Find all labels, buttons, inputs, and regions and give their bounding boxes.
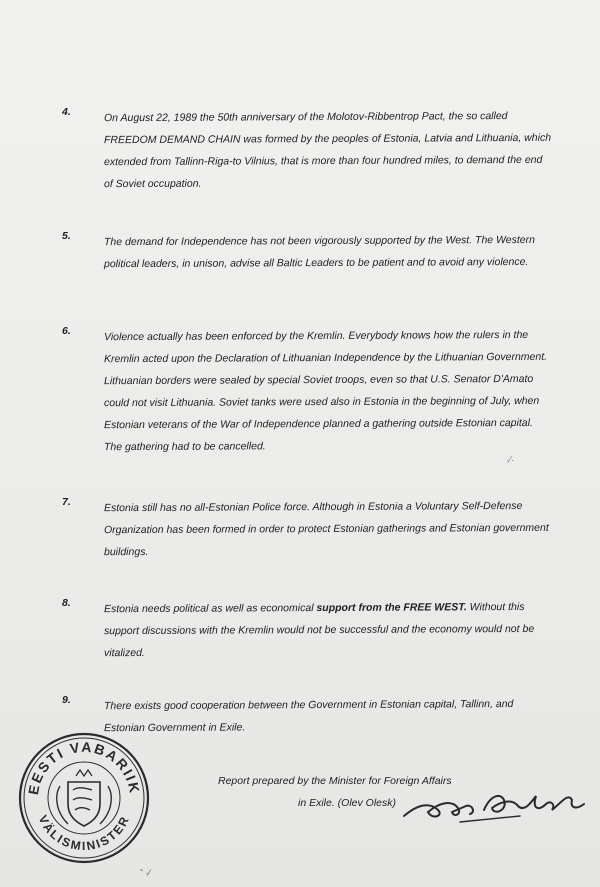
handwritten-signature [400,782,590,832]
report-line-1: Report prepared by the Minister for Foreign Affairs [218,775,452,787]
paragraph-8 [62,597,552,663]
item-text: There exists good cooperation between the Government in Estonian capital, Tallinn, and Estonian Government in Exile. [104,698,514,735]
item-text: Violence actually has been enforced by the Kremlin. Everybody knows how the rulers in the Kremlin acted upon the Declaration of Lithuanian Independence by the Lithuanian Government. Lithuanian borders were sealed by special Soviet troops, even so that U.S. Senator D'Amato could not visit Lithuania. Soviet tanks were used also in Estonia in the beginning of July, when Estonian veterans of the War of Independence planned a gathering outside Estonian capital. The gathering had to be cancelled. [104,328,548,454]
official-seal-stamp [16,730,152,866]
svg-text:VÄLISMINISTER: VÄLISMINISTER [35,813,133,854]
item-number: 4. [62,106,71,118]
paragraph-6 [62,325,552,457]
stray-ink-mark: ·⁄· [506,455,515,466]
item-number: 9. [62,694,71,706]
item-text: The demand for Independence has not been vigorously supported by the West. The Western political leaders, in unison, advise all Baltic Leaders to be patient and to avoid any violence. [104,233,535,271]
item-number: 8. [62,597,71,609]
stray-pen-mark: ˜ ·⁄ [140,868,150,878]
item-number: 6. [62,325,71,337]
item-text: On August 22, 1989 the 50th anniversary of the Molotov-Ribbentrop Pact, the so called FREEDOM DEMAND CHAIN was formed by the peoples of Estonia, Latvia and Lithuania, which extended from Tallinn-Riga-to Vilnius, that is more than four hundred miles, to demand the end of Soviet occupation. [104,110,552,191]
paragraph-7 [62,496,552,562]
item-text: Estonia needs political as well as economical support from the FREE WEST. Without this support discussions with the Kremlin would not be successful and the economy would not be vitalized. [104,600,535,660]
item-number: 5. [62,230,71,242]
report-line-2: in Exile. (Olev Olesk) [298,797,397,809]
paragraph-5 [62,230,552,274]
svg-text:EESTI VABARIIK: EESTI VABARIIK [24,738,144,796]
paragraph-4 [62,106,552,194]
item-number: 7. [62,496,71,508]
item-text: Estonia still has no all-Estonian Police force. Although in Estonia a Voluntary Self-Defense Organization has been formed in order to protect Estonian gatherings and Estonian government buildings. [104,499,549,559]
